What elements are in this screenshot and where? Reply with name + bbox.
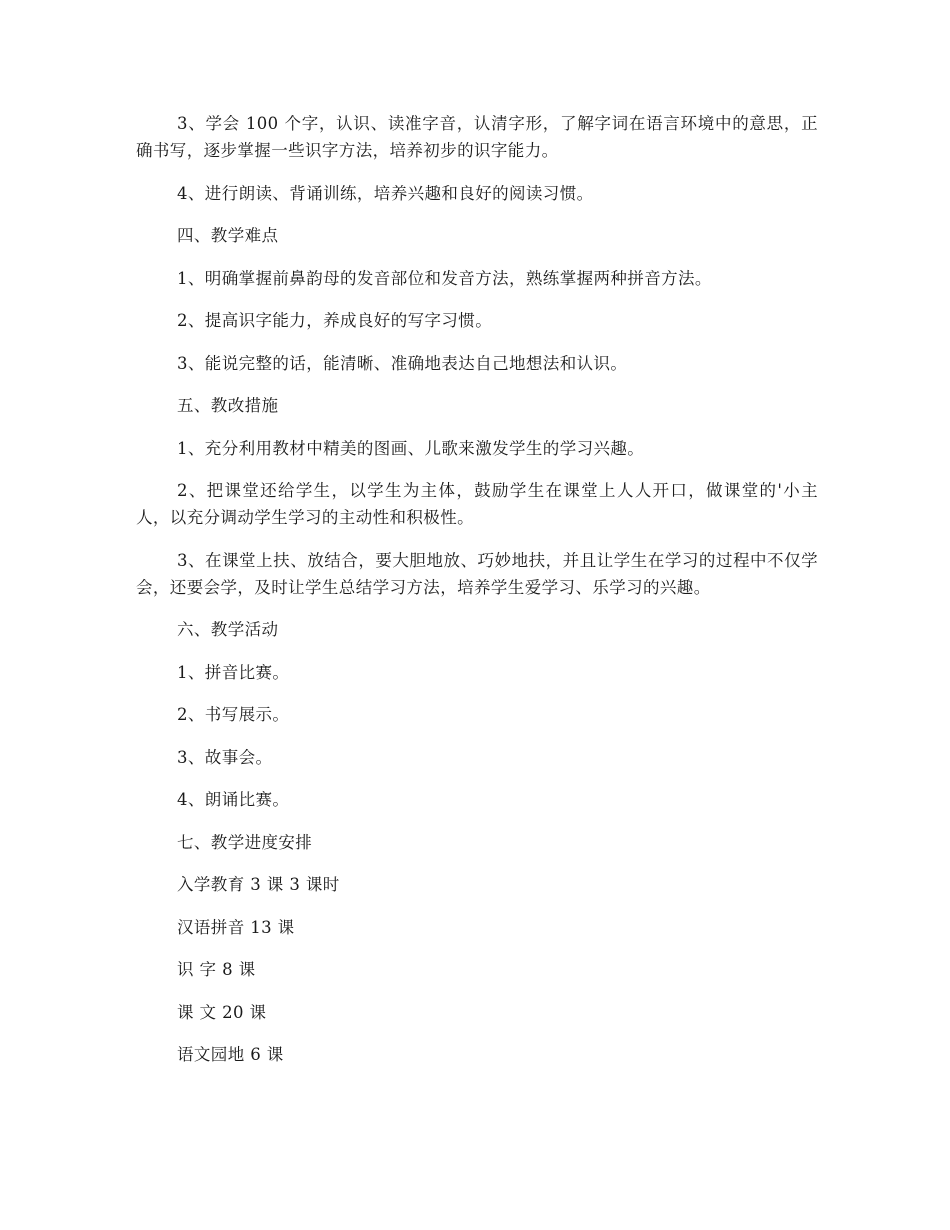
paragraph-goal-4: 4、进行朗读、背诵训练，培养兴趣和良好的阅读习惯。	[177, 183, 594, 203]
paragraph-activity-2: 2、书写展示。	[177, 705, 290, 724]
paragraph-goal-3: 3、学会 100 个字，认识、读准字音，认清字形，了解字词在语言环境中的意思，正确书写，逐步掌握一些识字方法，培养初步的识字能力。	[136, 114, 818, 160]
paragraph-difficulty-1: 1、明确掌握前鼻韵母的发音部位和发音方法，熟练掌握两种拼音方法。	[177, 268, 712, 288]
section-heading-reform-measures: 五、教改措施	[177, 396, 279, 415]
paragraph-difficulty-2: 2、提高识字能力，养成良好的写字习惯。	[177, 311, 493, 330]
paragraph-measure-1: 1、充分利用教材中精美的图画、儿歌来激发学生的学习兴趣。	[177, 438, 645, 458]
paragraph-activity-1: 1、拼音比赛。	[177, 662, 290, 682]
document-body	[136, 110, 818, 1084]
schedule-item-language-garden: 语文园地 6 课	[177, 1045, 284, 1064]
paragraph-activity-4: 4、朗诵比赛。	[177, 790, 290, 809]
paragraph-measure-2: 2、把课堂还给学生，以学生为主体，鼓励学生在课堂上人人开口，做课堂的'小主人，以充分调动学生学习的主动性和积极性。	[136, 481, 818, 527]
section-heading-schedule: 七、教学进度安排	[177, 832, 313, 852]
schedule-item-enrollment: 入学教育 3 课 3 课时	[177, 875, 340, 894]
paragraph-measure-3: 3、在课堂上扶、放结合，要大胆地放、巧妙地扶，并且让学生在学习的过程中不仅学会，还要会学，及时让学生总结学习方法，培养学生爱学习、乐学习的兴趣。	[136, 550, 818, 597]
paragraph-difficulty-3: 3、能说完整的话，能清晰、准确地表达自己地想法和认识。	[177, 353, 628, 373]
paragraph-activity-3: 3、故事会。	[177, 747, 273, 767]
schedule-item-characters: 识 字 8 课	[177, 960, 256, 979]
schedule-item-texts: 课 文 20 课	[177, 1002, 267, 1022]
section-heading-difficulties: 四、教学难点	[177, 226, 279, 245]
section-heading-activities: 六、教学活动	[177, 620, 279, 639]
schedule-item-pinyin: 汉语拼音 13 课	[177, 917, 295, 937]
